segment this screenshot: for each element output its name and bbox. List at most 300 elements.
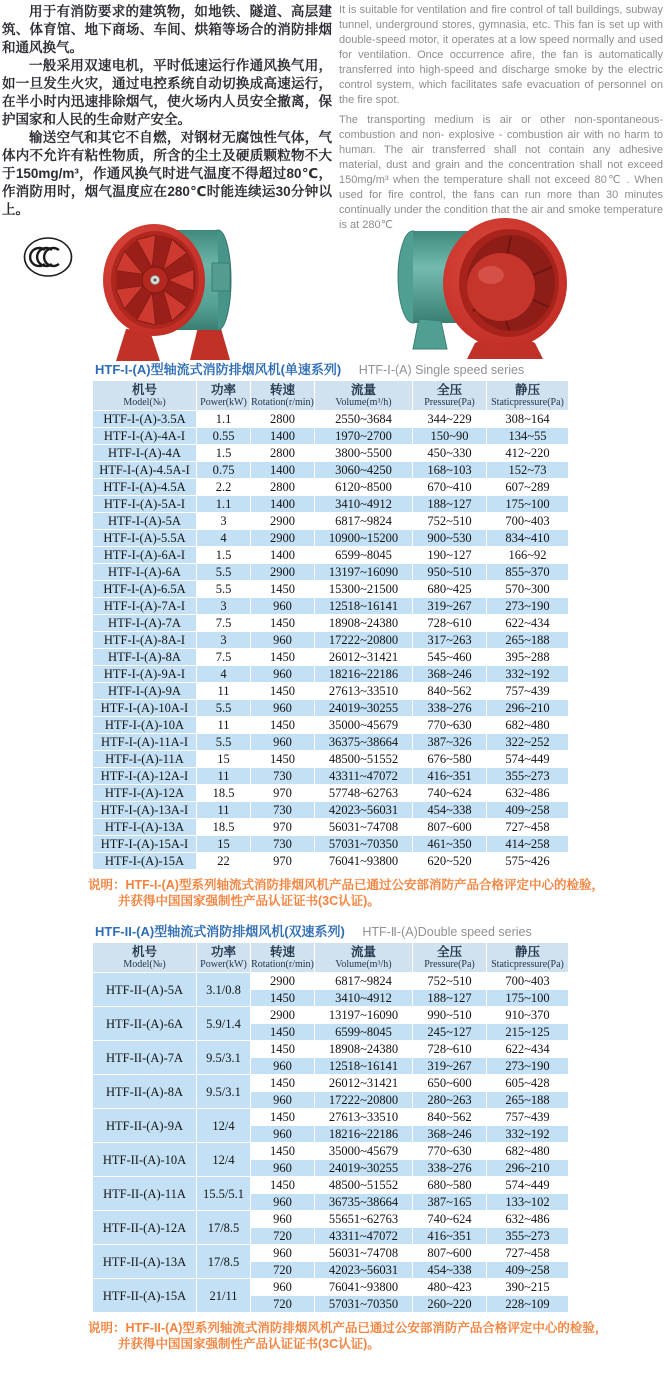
value-cell: 960 — [251, 700, 315, 717]
value-cell: 18216~22186 — [315, 1126, 413, 1143]
model-cell: HTF-I-(A)-5.5A — [93, 530, 197, 547]
value-cell: 7.5 — [197, 615, 251, 632]
table2-body — [93, 973, 569, 1313]
table1-note-line2: 并获得中国国家强制性产品认证证书(3C认证)。 — [118, 894, 380, 908]
value-cell: 1450 — [251, 1075, 315, 1092]
model-cell: HTF-I-(A)-6A-I — [93, 547, 197, 564]
value-cell: 368~246 — [413, 1126, 487, 1143]
value-cell: 960 — [251, 1092, 315, 1109]
model-cell: HTF-I-(A)-8A-I — [93, 632, 197, 649]
value-cell: 48500~51552 — [315, 1177, 413, 1194]
value-cell: 42023~56031 — [315, 802, 413, 819]
table-row — [93, 1143, 569, 1160]
model-cell: HTF-I-(A)-9A — [93, 683, 197, 700]
value-cell: 344~229 — [413, 411, 487, 428]
value-cell: 1450 — [251, 717, 315, 734]
column-header: 转速 Rotation(r/min) — [251, 943, 315, 973]
value-cell: 6599~8045 — [315, 1024, 413, 1041]
column-header: 机号 Model(№) — [93, 943, 197, 973]
value-cell: 11 — [197, 717, 251, 734]
value-cell: 728~610 — [413, 1041, 487, 1058]
value-cell: 1400 — [251, 496, 315, 513]
table-row — [93, 632, 569, 649]
model-cell: HTF-I-(A)-12A — [93, 785, 197, 802]
table-row — [93, 819, 569, 836]
value-cell: 43311~47072 — [315, 1228, 413, 1245]
value-cell: 10900~15200 — [315, 530, 413, 547]
model-cell: HTF-II-(A)-15A — [93, 1279, 197, 1313]
column-header: 静压 Staticpressure(Pa) — [487, 381, 569, 411]
value-cell: 48500~51552 — [315, 751, 413, 768]
value-cell: 24019~30255 — [315, 700, 413, 717]
value-cell: 152~73 — [487, 462, 569, 479]
table-row — [93, 581, 569, 598]
table-header-row — [93, 943, 569, 973]
value-cell: 26012~31421 — [315, 1075, 413, 1092]
intro-zh-paragraph-1: 用于有消防要求的建筑物，如地铁、隧道、高层建筑、体育馆、地下商场、车间、烘箱等场合的消防排烟和通风换气。 — [2, 4, 332, 55]
value-cell: 632~486 — [487, 1211, 569, 1228]
table-row — [93, 1007, 569, 1024]
table1-body — [93, 411, 569, 870]
value-cell: 622~434 — [487, 615, 569, 632]
value-cell: 752~510 — [413, 513, 487, 530]
value-cell: 387~326 — [413, 734, 487, 751]
value-cell: 7.5 — [197, 649, 251, 666]
table-row — [93, 445, 569, 462]
value-cell: 632~486 — [487, 785, 569, 802]
value-cell: 317~263 — [413, 632, 487, 649]
value-cell: 338~276 — [413, 700, 487, 717]
value-cell: 620~520 — [413, 853, 487, 870]
value-cell: 0.55 — [197, 428, 251, 445]
value-cell: 960 — [251, 1279, 315, 1296]
intro-zh-paragraph-2: 一般采用双速电机，平时低速运行作通风换气用，如一旦发生火灾，通过电控系统自动切换成高速运行，在半小时内迅速排除烟气，使火场内人员安全撤离，保护国家和人民的生命财产安全。 — [2, 58, 332, 127]
value-cell: 1400 — [251, 462, 315, 479]
table-row — [93, 853, 569, 870]
power-cell: 17/8.5 — [197, 1245, 251, 1279]
value-cell: 414~258 — [487, 836, 569, 853]
model-cell: HTF-I-(A)-15A — [93, 853, 197, 870]
model-cell: HTF-I-(A)-5A — [93, 513, 197, 530]
value-cell: 3800~5500 — [315, 445, 413, 462]
power-cell: 21/11 — [197, 1279, 251, 1313]
column-header: 机号 Model(№) — [93, 381, 197, 411]
model-cell: HTF-I-(A)-9A-I — [93, 666, 197, 683]
model-cell: HTF-II-(A)-10A — [93, 1143, 197, 1177]
value-cell: 730 — [251, 802, 315, 819]
table-row — [93, 1279, 569, 1296]
value-cell: 15300~21500 — [315, 581, 413, 598]
value-cell: 6817~9824 — [315, 973, 413, 990]
value-cell: 18908~24380 — [315, 1041, 413, 1058]
value-cell: 6599~8045 — [315, 547, 413, 564]
model-cell: HTF-II-(A)-8A — [93, 1075, 197, 1109]
table-row — [93, 462, 569, 479]
value-cell: 3410~4912 — [315, 990, 413, 1007]
value-cell: 728~610 — [413, 615, 487, 632]
power-cell: 5.9/1.4 — [197, 1007, 251, 1041]
value-cell: 26012~31421 — [315, 649, 413, 666]
value-cell: 757~439 — [487, 683, 569, 700]
intro-en-paragraph-2: The transporting medium is air or other non-spontaneous-combustion and non- explosive - combustion air with no harm to human. The air transferred shall not contain any adhesive material, dust and grain and the concentration shall not exceed 150mg/m³ when the temperature shall not exceed 80℃ . When used for fire control, the fans can run more than 30 minutes continually under the condition that the air and smoke temperature is at 280℃ — [339, 114, 663, 231]
value-cell: 2900 — [251, 973, 315, 990]
value-cell: 807~600 — [413, 819, 487, 836]
value-cell: 900~530 — [413, 530, 487, 547]
value-cell: 5.5 — [197, 734, 251, 751]
value-cell: 720 — [251, 1228, 315, 1245]
value-cell: 574~449 — [487, 751, 569, 768]
table-row — [93, 768, 569, 785]
table-row — [93, 428, 569, 445]
value-cell: 166~92 — [487, 547, 569, 564]
table2-note-line1: 说明：HTF-II-(A)型系列轴流式消防排烟风机产品已通过公安部消防产品合格评定中心的检验， — [88, 1321, 608, 1335]
value-cell: 670~410 — [413, 479, 487, 496]
value-cell: 273~190 — [487, 1058, 569, 1075]
table-row — [93, 496, 569, 513]
value-cell: 855~370 — [487, 564, 569, 581]
value-cell: 834~410 — [487, 530, 569, 547]
power-cell: 15.5/5.1 — [197, 1177, 251, 1211]
value-cell: 1450 — [251, 1024, 315, 1041]
table-row — [93, 1041, 569, 1058]
value-cell: 680~580 — [413, 1177, 487, 1194]
column-header: 流量 Volume(m³/h) — [315, 381, 413, 411]
table-row — [93, 564, 569, 581]
table-row — [93, 973, 569, 990]
value-cell: 273~190 — [487, 598, 569, 615]
value-cell: 308~164 — [487, 411, 569, 428]
column-header: 功率 Power(kW) — [197, 381, 251, 411]
table-row — [93, 683, 569, 700]
value-cell: 807~600 — [413, 1245, 487, 1262]
table-header-row — [93, 381, 569, 411]
value-cell: 42023~56031 — [315, 1262, 413, 1279]
table-row — [93, 785, 569, 802]
value-cell: 1970~2700 — [315, 428, 413, 445]
value-cell: 13197~16090 — [315, 564, 413, 581]
value-cell: 22 — [197, 853, 251, 870]
table-row — [93, 411, 569, 428]
table-row — [93, 1211, 569, 1228]
column-header: 转速 Rotation(r/min) — [251, 381, 315, 411]
model-cell: HTF-I-(A)-10A — [93, 717, 197, 734]
value-cell: 727~458 — [487, 819, 569, 836]
value-cell: 296~210 — [487, 700, 569, 717]
model-cell: HTF-I-(A)-13A-I — [93, 802, 197, 819]
model-cell: HTF-I-(A)-4.5A — [93, 479, 197, 496]
value-cell: 730 — [251, 836, 315, 853]
value-cell: 770~630 — [413, 1143, 487, 1160]
value-cell: 11 — [197, 768, 251, 785]
value-cell: 700~403 — [487, 973, 569, 990]
value-cell: 355~273 — [487, 1228, 569, 1245]
value-cell: 960 — [251, 632, 315, 649]
value-cell: 3 — [197, 513, 251, 530]
value-cell: 622~434 — [487, 1041, 569, 1058]
value-cell: 76041~93800 — [315, 853, 413, 870]
value-cell: 4 — [197, 666, 251, 683]
value-cell: 1.1 — [197, 411, 251, 428]
value-cell: 409~258 — [487, 1262, 569, 1279]
intro-zh-paragraph-3: 输送空气和其它不自燃，对钢材无腐蚀性气体，气体内不允许有粘性物质，所含的尘土及硬质颗粒物不大于150mg/m³，作通风换气时进气温度不得超过80℃，作消防用时，烟气温度应在280℃时能连续运30分钟以上。 — [2, 130, 332, 217]
value-cell: 6817~9824 — [315, 513, 413, 530]
value-cell: 605~428 — [487, 1075, 569, 1092]
value-cell: 574~449 — [487, 1177, 569, 1194]
table2-note — [88, 1320, 670, 1352]
value-cell: 76041~93800 — [315, 1279, 413, 1296]
value-cell: 1450 — [251, 1177, 315, 1194]
value-cell: 35000~45679 — [315, 1143, 413, 1160]
value-cell: 720 — [251, 1296, 315, 1313]
value-cell: 13197~16090 — [315, 1007, 413, 1024]
table2-title-en: HTF-Ⅱ-(A)Double speed series — [362, 925, 532, 939]
value-cell: 56031~74708 — [315, 819, 413, 836]
value-cell: 175~100 — [487, 496, 569, 513]
value-cell: 322~252 — [487, 734, 569, 751]
table-row — [93, 717, 569, 734]
model-cell: HTF-II-(A)-12A — [93, 1211, 197, 1245]
value-cell: 12518~16141 — [315, 1058, 413, 1075]
value-cell: 368~246 — [413, 666, 487, 683]
value-cell: 280~263 — [413, 1092, 487, 1109]
value-cell: 27613~33510 — [315, 683, 413, 700]
value-cell: 1450 — [251, 649, 315, 666]
table-row — [93, 836, 569, 853]
value-cell: 332~192 — [487, 1126, 569, 1143]
table2-note-line2: 并获得中国国家强制性产品认证证书(3C认证)。 — [118, 1337, 380, 1351]
table2-title-zh: HTF-II-(A)型轴流式消防排烟风机(双速系列) — [95, 924, 345, 939]
value-cell: 682~480 — [487, 717, 569, 734]
power-cell: 9.5/3.1 — [197, 1075, 251, 1109]
value-cell: 3 — [197, 632, 251, 649]
value-cell: 950~510 — [413, 564, 487, 581]
value-cell: 390~215 — [487, 1279, 569, 1296]
value-cell: 55651~62763 — [315, 1211, 413, 1228]
value-cell: 1450 — [251, 1041, 315, 1058]
value-cell: 960 — [251, 1058, 315, 1075]
value-cell: 960 — [251, 1245, 315, 1262]
value-cell: 1450 — [251, 1109, 315, 1126]
value-cell: 215~125 — [487, 1024, 569, 1041]
value-cell: 730 — [251, 768, 315, 785]
value-cell: 36735~38664 — [315, 1194, 413, 1211]
value-cell: 461~350 — [413, 836, 487, 853]
model-cell: HTF-II-(A)-9A — [93, 1109, 197, 1143]
value-cell: 11 — [197, 683, 251, 700]
table-row — [93, 700, 569, 717]
table-row — [93, 734, 569, 751]
value-cell: 416~351 — [413, 1228, 487, 1245]
value-cell: 395~288 — [487, 649, 569, 666]
model-cell: HTF-II-(A)-6A — [93, 1007, 197, 1041]
column-header: 全压 Pressure(Pa) — [413, 381, 487, 411]
value-cell: 43311~47072 — [315, 768, 413, 785]
value-cell: 960 — [251, 1126, 315, 1143]
value-cell: 17222~20800 — [315, 632, 413, 649]
value-cell: 2900 — [251, 530, 315, 547]
value-cell: 319~267 — [413, 598, 487, 615]
value-cell: 245~127 — [413, 1024, 487, 1041]
value-cell: 228~109 — [487, 1296, 569, 1313]
table1-title-en: HTF-Ⅰ-(A) Single speed series — [358, 363, 525, 377]
value-cell: 970 — [251, 819, 315, 836]
value-cell: 18.5 — [197, 819, 251, 836]
model-cell: HTF-I-(A)-11A-I — [93, 734, 197, 751]
value-cell: 2800 — [251, 479, 315, 496]
value-cell: 454~338 — [413, 802, 487, 819]
value-cell: 2900 — [251, 513, 315, 530]
table-row — [93, 615, 569, 632]
value-cell: 265~188 — [487, 632, 569, 649]
value-cell: 480~423 — [413, 1279, 487, 1296]
table-row — [93, 598, 569, 615]
model-cell: HTF-I-(A)-3.5A — [93, 411, 197, 428]
value-cell: 332~192 — [487, 666, 569, 683]
value-cell: 168~103 — [413, 462, 487, 479]
model-cell: HTF-II-(A)-5A — [93, 973, 197, 1007]
value-cell: 1450 — [251, 751, 315, 768]
value-cell: 2900 — [251, 1007, 315, 1024]
value-cell: 134~55 — [487, 428, 569, 445]
model-cell: HTF-I-(A)-8A — [93, 649, 197, 666]
value-cell: 545~460 — [413, 649, 487, 666]
value-cell: 2900 — [251, 564, 315, 581]
table-row — [93, 547, 569, 564]
model-cell: HTF-I-(A)-15A-I — [93, 836, 197, 853]
value-cell: 27613~33510 — [315, 1109, 413, 1126]
table1-note — [88, 877, 670, 909]
value-cell: 338~276 — [413, 1160, 487, 1177]
intro-english-column — [339, 3, 663, 231]
value-cell: 319~267 — [413, 1058, 487, 1075]
column-header: 静压 Staticpressure(Pa) — [487, 943, 569, 973]
value-cell: 416~351 — [413, 768, 487, 785]
power-cell: 3.1/0.8 — [197, 973, 251, 1007]
value-cell: 682~480 — [487, 1143, 569, 1160]
model-cell: HTF-I-(A)-10A-I — [93, 700, 197, 717]
value-cell: 970 — [251, 853, 315, 870]
value-cell: 990~510 — [413, 1007, 487, 1024]
value-cell: 18.5 — [197, 785, 251, 802]
intro-en-paragraph-1: It is suitable for ventilation and fire control of tall buildings, subway tunnel, underground stores, gymnasia, etc. This fan is set up with double-speed motor, it operates at a low speed normally and used for ventilation. Once occurrence afire, the fan is automatically transferred into high-speed and discharge smoke by the electric control system, which facilitates safe evacuation of personnel on the fire spot. — [339, 4, 663, 106]
power-cell: 12/4 — [197, 1109, 251, 1143]
value-cell: 960 — [251, 1194, 315, 1211]
value-cell: 1400 — [251, 428, 315, 445]
model-cell: HTF-I-(A)-4A — [93, 445, 197, 462]
value-cell: 387~165 — [413, 1194, 487, 1211]
value-cell: 1450 — [251, 581, 315, 598]
table-row — [93, 649, 569, 666]
model-cell: HTF-II-(A)-11A — [93, 1177, 197, 1211]
value-cell: 5.5 — [197, 564, 251, 581]
intro-section — [0, 0, 670, 231]
value-cell: 970 — [251, 785, 315, 802]
table-row — [93, 751, 569, 768]
model-cell: HTF-II-(A)-7A — [93, 1041, 197, 1075]
value-cell: 57031~70350 — [315, 1296, 413, 1313]
value-cell: 1450 — [251, 1143, 315, 1160]
value-cell: 175~100 — [487, 990, 569, 1007]
value-cell: 24019~30255 — [315, 1160, 413, 1177]
value-cell: 296~210 — [487, 1160, 569, 1177]
table-row — [93, 1245, 569, 1262]
double-speed-spec-table — [92, 942, 569, 1313]
value-cell: 1.5 — [197, 547, 251, 564]
value-cell: 2800 — [251, 445, 315, 462]
model-cell: HTF-I-(A)-6.5A — [93, 581, 197, 598]
value-cell: 1.1 — [197, 496, 251, 513]
value-cell: 960 — [251, 1211, 315, 1228]
value-cell: 752~510 — [413, 973, 487, 990]
value-cell: 450~330 — [413, 445, 487, 462]
value-cell: 454~338 — [413, 1262, 487, 1279]
value-cell: 720 — [251, 1262, 315, 1279]
table-row — [93, 1075, 569, 1092]
value-cell: 36375~38664 — [315, 734, 413, 751]
value-cell: 680~425 — [413, 581, 487, 598]
table-row — [93, 802, 569, 819]
column-header: 流量 Volume(m³/h) — [315, 943, 413, 973]
power-cell: 12/4 — [197, 1143, 251, 1177]
value-cell: 12518~16141 — [315, 598, 413, 615]
column-header: 功率 Power(kW) — [197, 943, 251, 973]
model-cell: HTF-I-(A)-4A-I — [93, 428, 197, 445]
value-cell: 770~630 — [413, 717, 487, 734]
value-cell: 15 — [197, 751, 251, 768]
value-cell: 3410~4912 — [315, 496, 413, 513]
model-cell: HTF-I-(A)-11A — [93, 751, 197, 768]
intro-chinese-column — [2, 3, 332, 219]
model-cell: HTF-I-(A)-7A — [93, 615, 197, 632]
value-cell: 412~220 — [487, 445, 569, 462]
value-cell: 57031~70350 — [315, 836, 413, 853]
value-cell: 960 — [251, 666, 315, 683]
value-cell: 1450 — [251, 990, 315, 1007]
value-cell: 740~624 — [413, 1211, 487, 1228]
value-cell: 409~258 — [487, 802, 569, 819]
table1-note-line1: 说明：HTF-I-(A)型系列轴流式消防排烟风机产品已通过公安部消防产品合格评定中心的检验， — [88, 878, 604, 892]
value-cell: 188~127 — [413, 496, 487, 513]
double-speed-fan-photo — [383, 215, 575, 365]
value-cell: 840~562 — [413, 683, 487, 700]
table2-title — [95, 924, 670, 940]
value-cell: 35000~45679 — [315, 717, 413, 734]
product-figures — [0, 219, 670, 362]
value-cell: 0.75 — [197, 462, 251, 479]
value-cell: 570~300 — [487, 581, 569, 598]
value-cell: 1450 — [251, 615, 315, 632]
value-cell: 960 — [251, 598, 315, 615]
table-row — [93, 513, 569, 530]
ccc-certification-icon — [22, 235, 74, 279]
table-row — [93, 479, 569, 496]
value-cell: 3060~4250 — [315, 462, 413, 479]
value-cell: 960 — [251, 1160, 315, 1177]
value-cell: 5.5 — [197, 581, 251, 598]
value-cell: 11 — [197, 802, 251, 819]
value-cell: 188~127 — [413, 990, 487, 1007]
value-cell: 740~624 — [413, 785, 487, 802]
value-cell: 2800 — [251, 411, 315, 428]
value-cell: 575~426 — [487, 853, 569, 870]
table-row — [93, 1177, 569, 1194]
value-cell: 650~600 — [413, 1075, 487, 1092]
value-cell: 133~102 — [487, 1194, 569, 1211]
power-cell: 17/8.5 — [197, 1211, 251, 1245]
value-cell: 840~562 — [413, 1109, 487, 1126]
value-cell: 1450 — [251, 683, 315, 700]
value-cell: 4 — [197, 530, 251, 547]
